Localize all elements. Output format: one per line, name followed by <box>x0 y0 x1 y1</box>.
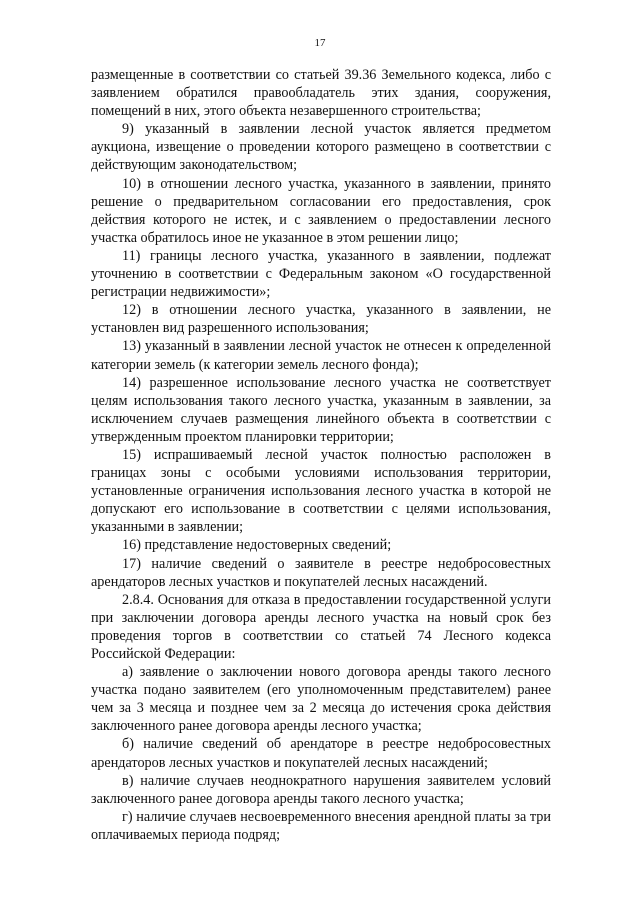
document-body <box>91 66 551 844</box>
section-heading: 2.8.4. Основания для отказа в предоставлении государственной услуги при заключении договора аренды лесного участка на новый срок без проведения торгов в соответствии со статьей 74 Лесного кодекса Российской Федерации: <box>91 591 551 662</box>
list-item: 13) указанный в заявлении лесной участок не отнесен к определенной категории земель (к категории земель лесного фонда); <box>91 338 551 373</box>
list-item: 12) в отношении лесного участка, указанного в заявлении, не установлен вид разрешенного использования; <box>91 302 551 337</box>
list-item: 15) испрашиваемый лесной участок полностью расположен в границах зоны с особыми условиями использования территории, установленные ограничения использования лесного участка в которой не допускают его использование в соответствии с целями использования, указанными в заявлении; <box>91 446 551 536</box>
list-item: а) заявление о заключении нового договора аренды такого лесного участка подано заявителем (его уполномоченным представителем) ранее чем за 3 месяца и позднее чем за 2 месяца до истечения срока действия заключенного ранее договора аренды лесного участка; <box>91 664 551 735</box>
list-item: 9) указанный в заявлении лесной участок является предметом аукциона, извещение о проведении которого размещено в соответствии с действующим законодательством; <box>91 121 551 174</box>
list-item: 17) наличие сведений о заявителе в реестре недобросовестных арендаторов лесных участков и покупателей лесных насаждений. <box>91 555 551 590</box>
list-item: 10) в отношении лесного участка, указанного в заявлении, принято решение о предварительном согласовании его предоставления, срок действия которого не истек, и с заявлением о предоставлении лесного участка обратилось иное не указанное в этом решении лицо; <box>91 175 551 246</box>
page-number: 17 <box>314 37 326 49</box>
list-item: 11) границы лесного участка, указанного в заявлении, подлежат уточнению в соответствии с Федеральным законом «О государственной регистрации недвижимости»; <box>91 247 551 301</box>
list-item: б) наличие сведений об арендаторе в реестре недобросовестных арендаторов лесных участков и покупателей лесных насаждений; <box>91 736 551 771</box>
paragraph: размещенные в соответствии со статьей 39.36 Земельного кодекса, либо с заявлением обратился правообладатель этих здания, сооружения, помещений в них, этого объекта незавершенного строительства; <box>91 67 551 120</box>
list-item: 14) разрешенное использование лесного участка не соответствует целям использования такого лесного участка, указанным в заявлении, за исключением случаев размещения линейного объекта в соответствии с утвержденным проектом планировки территории; <box>91 374 551 445</box>
list-item: г) наличие случаев несвоевременного внесения арендной платы за три оплачиваемых периода подряд; <box>91 808 551 843</box>
list-item: в) наличие случаев неоднократного нарушения заявителем условий заключенного ранее договора аренды такого лесного участка; <box>91 772 551 807</box>
list-item: 16) представление недостоверных сведений; <box>122 537 392 554</box>
